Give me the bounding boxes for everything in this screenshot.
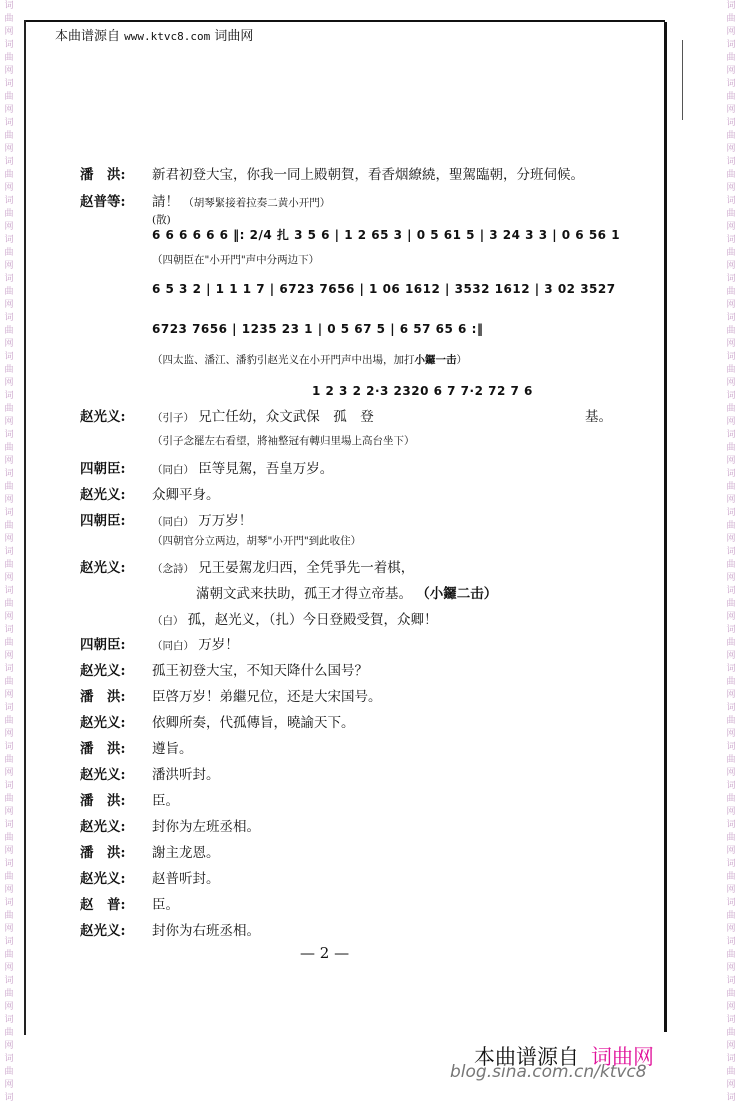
side-watermark-char: 词 — [4, 235, 14, 245]
side-watermark-char: 网 — [726, 807, 736, 817]
dialogue-text — [152, 633, 239, 653]
side-watermark-char: 词 — [4, 196, 14, 206]
side-watermark-char: 词 — [4, 508, 14, 518]
dialogue-text: 新君初登大宝，你我一同上殿朝賀，看香烟繚繞，聖駕臨朝，分班伺候。 — [152, 167, 584, 183]
side-watermark-char: 曲 — [4, 482, 14, 492]
side-watermark-char: 词 — [4, 40, 14, 50]
side-watermark-char: 网 — [4, 963, 14, 973]
stage-direction: （四朝臣在"小开門"声中分两边下） — [152, 254, 320, 266]
side-watermark-char: 网 — [726, 924, 736, 934]
side-watermark-char: 网 — [4, 1002, 14, 1012]
notation-line-3: 6723 7656 | 1235 23 1 | 0 5 67 5 | 6 57 65 6 :‖ — [152, 322, 484, 336]
side-watermark-char: 词 — [4, 625, 14, 635]
side-watermark-char: 曲 — [726, 326, 736, 336]
side-watermark-char: 曲 — [726, 911, 736, 921]
side-watermark-char: 词 — [4, 976, 14, 986]
dialogue-text: 孤王初登大宝，不知天降什么国号？ — [152, 663, 368, 679]
speaker-label: 赵光义: — [80, 767, 126, 783]
side-watermark-char: 网 — [726, 690, 736, 700]
side-watermark-char: 网 — [726, 963, 736, 973]
side-watermark-char: 网 — [4, 27, 14, 37]
side-watermark-char: 词 — [4, 1054, 14, 1064]
side-watermark-char: 曲 — [4, 638, 14, 648]
speaker-label: 潘 洪: — [80, 167, 126, 183]
side-watermark-char: 网 — [726, 573, 736, 583]
side-watermark-char: 曲 — [726, 833, 736, 843]
side-watermark-char: 曲 — [726, 170, 736, 180]
dialogue-text-main: 臣等見駕，吾皇万岁。 — [198, 461, 334, 477]
side-watermark-char: 网 — [726, 729, 736, 739]
percussion-cue: （小鑼二击） — [416, 586, 498, 602]
dialogue-text-main: 請！ — [152, 194, 179, 210]
side-watermark-char: 曲 — [726, 14, 736, 24]
side-watermark-char: 网 — [4, 222, 14, 232]
side-watermark-char: 网 — [726, 1041, 736, 1051]
side-watermark-char: 词 — [726, 40, 736, 50]
dialogue-text-main: 万万岁！ — [198, 513, 253, 529]
side-watermark-char: 网 — [4, 885, 14, 895]
footer-watermark — [474, 1041, 654, 1071]
side-watermark-char: 曲 — [726, 209, 736, 219]
delivery-tag: （引子） — [152, 412, 194, 424]
side-watermark-char: 词 — [4, 469, 14, 479]
side-watermark-char: 词 — [726, 937, 736, 947]
side-watermark-char: 网 — [4, 417, 14, 427]
side-watermark-char: 词 — [726, 781, 736, 791]
side-watermark-char: 网 — [726, 417, 736, 427]
side-watermark-char: 词 — [726, 586, 736, 596]
side-watermark-char: 词 — [726, 469, 736, 479]
side-watermark-char: 词 — [4, 274, 14, 284]
side-watermark-char: 曲 — [726, 560, 736, 570]
side-watermark-char: 网 — [4, 807, 14, 817]
side-watermark-char: 网 — [4, 690, 14, 700]
side-watermark-char: 网 — [4, 105, 14, 115]
dialogue-text: 遵旨。 — [152, 741, 193, 757]
side-watermark-char: 曲 — [4, 287, 14, 297]
side-watermark-char: 网 — [726, 651, 736, 661]
side-watermark-char: 词 — [726, 859, 736, 869]
dialogue-text — [152, 556, 414, 576]
side-watermark-char: 曲 — [726, 404, 736, 414]
speaker-label: 赵普等: — [80, 194, 126, 210]
side-watermark-char: 词 — [726, 1054, 736, 1064]
side-watermark-char: 网 — [4, 768, 14, 778]
dialogue-text — [152, 405, 374, 425]
speaker-label: 赵光义: — [80, 560, 126, 576]
side-watermark-char: 曲 — [726, 521, 736, 531]
side-watermark-char: 网 — [4, 339, 14, 349]
side-watermark-char: 词 — [726, 664, 736, 674]
side-watermark-char: 网 — [726, 1002, 736, 1012]
side-watermark-char: 词 — [726, 1, 736, 11]
dialogue-text: 臣。 — [152, 897, 179, 913]
side-watermark-char: 曲 — [726, 482, 736, 492]
dialogue-text-main: 兄王晏駕龙归西，全凭爭先一着棋， — [198, 560, 415, 576]
side-watermark-char: 网 — [726, 300, 736, 310]
dialogue-text: 依卿所奏，代孤傳旨，曉諭天下。 — [152, 715, 355, 731]
side-watermark-char: 曲 — [4, 911, 14, 921]
speaker-label: 潘 洪: — [80, 845, 126, 861]
side-watermark-char: 网 — [726, 222, 736, 232]
dialogue-text — [152, 608, 438, 628]
header-url[interactable]: www.ktvc8.com — [124, 30, 211, 43]
side-watermark-char: 曲 — [4, 599, 14, 609]
side-watermark-char: 词 — [4, 118, 14, 128]
side-watermark-char: 网 — [726, 1080, 736, 1090]
side-watermark-char: 曲 — [4, 92, 14, 102]
dialogue-text — [152, 190, 330, 210]
side-watermark-char: 词 — [4, 664, 14, 674]
side-watermark-char: 词 — [726, 625, 736, 635]
side-watermark-char: 曲 — [4, 443, 14, 453]
speaker-label: 赵光义: — [80, 409, 126, 425]
delivery-tag: （同白） — [152, 464, 194, 476]
delivery-tag: （同白） — [152, 640, 194, 652]
side-watermark-char: 曲 — [4, 560, 14, 570]
side-watermark-char: 词 — [4, 157, 14, 167]
stage-direction: （四朝官分立两边，胡琴"小开門"到此收住） — [152, 535, 362, 547]
side-watermark-char: 词 — [4, 430, 14, 440]
tempo-mark: (散) — [152, 214, 171, 226]
dialogue-text: 潘洪听封。 — [152, 767, 220, 783]
faded-watermark: blog.sina.com.cn/ktvc8 — [450, 1062, 647, 1082]
side-watermark-char: 词 — [4, 547, 14, 557]
dialogue-text — [152, 457, 333, 477]
delivery-tag: （念詩） — [152, 563, 194, 575]
dialogue-text-main: 孤，赵光义，（扎）今日登殿受賀，众卿！ — [187, 612, 438, 628]
side-watermark-char: 词 — [726, 508, 736, 518]
side-watermark-char: 词 — [726, 274, 736, 284]
side-watermark-char: 词 — [726, 157, 736, 167]
side-watermark-char: 词 — [4, 352, 14, 362]
side-watermark-char: 曲 — [726, 638, 736, 648]
side-watermark-char: 网 — [4, 729, 14, 739]
side-watermark-char: 网 — [726, 183, 736, 193]
side-watermark-char: 曲 — [726, 989, 736, 999]
side-watermark-char: 网 — [4, 846, 14, 856]
dialogue-text: 封你为左班丞相。 — [152, 819, 260, 835]
stage-direction-text: （四太监、潘江、潘豹引赵光义在小开門声中出場，加打 — [152, 354, 415, 366]
dialogue-text-main: 万岁！ — [198, 637, 239, 653]
side-watermark-char: 网 — [4, 651, 14, 661]
side-watermark-char: 曲 — [4, 131, 14, 141]
side-watermark-char: 网 — [726, 846, 736, 856]
side-watermark-char: 曲 — [4, 53, 14, 63]
side-watermark-char: 曲 — [4, 209, 14, 219]
dialogue-text-main: 兄亡任幼，众文武保 孤 登 — [198, 409, 374, 425]
speaker-label: 四朝臣: — [80, 461, 126, 477]
notation-line-1: 6 6 6 6 6 6 ‖: 2/4 扎 3 5 6 | 1 2 65 3 | 0 5 61 5 | 3 24 3 3 | 0 6 56 1 — [152, 228, 621, 242]
side-watermark-char: 曲 — [4, 404, 14, 414]
side-watermark-char: 网 — [4, 378, 14, 388]
side-watermark-char: 词 — [726, 352, 736, 362]
side-watermark-char: 网 — [726, 261, 736, 271]
delivery-tag: （同白） — [152, 516, 194, 528]
side-watermark-char: 词 — [726, 820, 736, 830]
side-watermark-char: 网 — [4, 573, 14, 583]
side-watermark-char: 曲 — [726, 1028, 736, 1038]
side-watermark-char: 网 — [726, 534, 736, 544]
side-watermark-char: 曲 — [4, 833, 14, 843]
side-watermark-char: 词 — [726, 235, 736, 245]
side-watermark-char: 词 — [726, 79, 736, 89]
side-watermark-char: 网 — [4, 495, 14, 505]
dialogue-text — [152, 509, 252, 529]
side-watermark-char: 曲 — [4, 716, 14, 726]
side-watermark-char: 词 — [726, 547, 736, 557]
side-watermark-char: 网 — [4, 300, 14, 310]
side-watermark-char: 网 — [726, 144, 736, 154]
side-watermark-char: 网 — [726, 378, 736, 388]
side-watermark-char: 网 — [4, 66, 14, 76]
side-watermark-char: 曲 — [4, 14, 14, 24]
side-watermark-char: 曲 — [726, 1067, 736, 1077]
side-watermark-char: 曲 — [4, 677, 14, 687]
speaker-label: 潘 洪: — [80, 741, 126, 757]
side-watermark-char: 曲 — [726, 677, 736, 687]
page-number: — 2 — — [300, 944, 350, 962]
side-watermark-char: 词 — [4, 1, 14, 11]
side-watermark-char: 词 — [4, 742, 14, 752]
side-watermark-char: 曲 — [726, 794, 736, 804]
side-watermark-char: 词 — [4, 820, 14, 830]
side-watermark-char: 曲 — [4, 326, 14, 336]
side-watermark-char: 词 — [726, 898, 736, 908]
side-watermark-char: 网 — [4, 924, 14, 934]
notation-line-2: 6 5 3 2 | 1 1 1 7 | 6723 7656 | 1 06 1612 | 3532 1612 | 3 02 3527 — [152, 282, 616, 296]
side-watermark-char: 词 — [4, 703, 14, 713]
side-watermark-char: 曲 — [4, 989, 14, 999]
notation-line-4: 1 2 3 2 2·3 2320 6 7 7·2 72 7 6 — [312, 384, 533, 398]
side-watermark-char: 词 — [4, 898, 14, 908]
side-watermark-char: 词 — [4, 586, 14, 596]
side-watermark-char: 曲 — [4, 950, 14, 960]
side-watermark-char: 网 — [4, 612, 14, 622]
dialogue-text: 封你为右班丞相。 — [152, 923, 260, 939]
side-watermark-char: 词 — [726, 1015, 736, 1025]
side-watermark-char: 词 — [726, 430, 736, 440]
delivery-tag: （白） — [152, 615, 184, 627]
speaker-label: 潘 洪: — [80, 793, 126, 809]
side-watermark-char: 曲 — [4, 365, 14, 375]
side-watermark-char: 曲 — [726, 872, 736, 882]
side-watermark-char: 词 — [726, 703, 736, 713]
side-watermark-char: 词 — [4, 937, 14, 947]
speaker-label: 潘 洪: — [80, 689, 126, 705]
side-watermark-char: 曲 — [726, 716, 736, 726]
speaker-label: 赵光义: — [80, 663, 126, 679]
side-watermark-char: 网 — [726, 105, 736, 115]
side-watermark-char: 网 — [4, 534, 14, 544]
side-watermark-char: 曲 — [4, 872, 14, 882]
side-watermark-char: 网 — [4, 456, 14, 466]
side-watermark-char: 曲 — [726, 287, 736, 297]
dialogue-text-tail: 基。 — [585, 409, 612, 425]
side-watermark-char: 网 — [726, 885, 736, 895]
side-watermark-char: 网 — [4, 261, 14, 271]
stage-direction: （胡琴緊接着拉奏二黄小开門） — [183, 197, 331, 209]
dialogue-text-main: 滿朝文武来扶助，孤王才得立帝基。 — [196, 586, 412, 602]
dialogue-text: 赵普听封。 — [152, 871, 220, 887]
side-watermark-char: 词 — [726, 196, 736, 206]
side-watermark-char: 曲 — [726, 248, 736, 258]
side-watermark-char: 词 — [726, 391, 736, 401]
side-watermark-char: 网 — [726, 27, 736, 37]
side-watermark-char: 网 — [4, 144, 14, 154]
side-watermark-char: 曲 — [726, 53, 736, 63]
speaker-label: 赵光义: — [80, 487, 126, 503]
side-watermark-char: 网 — [726, 66, 736, 76]
side-watermark-char: 曲 — [4, 170, 14, 180]
side-watermark-char: 词 — [726, 976, 736, 986]
dialogue-text: 臣。 — [152, 793, 179, 809]
side-watermark-char: 曲 — [726, 755, 736, 765]
dialogue-text — [196, 582, 497, 602]
side-watermark-char: 网 — [726, 612, 736, 622]
speaker-label: 赵光义: — [80, 923, 126, 939]
side-watermark-char: 词 — [726, 118, 736, 128]
side-watermark-char: 词 — [726, 742, 736, 752]
speaker-label: 赵光义: — [80, 715, 126, 731]
header-tag: 词曲网 — [214, 29, 254, 44]
side-watermark-char: 网 — [726, 339, 736, 349]
stage-direction: （引子念罷左右看望，將袖整冠有轉归里場上高台坐下） — [152, 435, 415, 447]
side-watermark-char: 网 — [4, 1080, 14, 1090]
dialogue-text: 众卿平身。 — [152, 487, 220, 503]
side-watermark-char: 曲 — [726, 131, 736, 141]
side-watermark-char: 词 — [726, 313, 736, 323]
side-watermark-char: 网 — [726, 495, 736, 505]
side-watermark-char: 网 — [726, 456, 736, 466]
side-watermark-char: 词 — [4, 391, 14, 401]
side-watermark-char: 网 — [4, 1041, 14, 1051]
percussion-cue: 小鑼一击 — [414, 354, 457, 366]
speaker-label: 赵光义: — [80, 871, 126, 887]
header-site-name: 本曲谱源自 — [55, 29, 121, 44]
speaker-label: 四朝臣: — [80, 513, 126, 529]
side-watermark-char: 曲 — [726, 950, 736, 960]
side-watermark-char: 曲 — [726, 92, 736, 102]
side-watermark-char: 曲 — [4, 755, 14, 765]
side-watermark-char: 曲 — [726, 365, 736, 375]
side-watermark-char: 词 — [726, 1093, 736, 1103]
footer-watermark-right: 词曲网 — [591, 1045, 654, 1069]
side-watermark-char: 网 — [726, 768, 736, 778]
side-watermark-char: 词 — [4, 79, 14, 89]
stage-direction — [152, 352, 467, 367]
side-watermark-char: 曲 — [4, 521, 14, 531]
footer-watermark-left: 本曲谱源自 — [474, 1045, 579, 1069]
side-watermark-char: 词 — [4, 313, 14, 323]
side-watermark-char: 曲 — [4, 1067, 14, 1077]
side-watermark-char: 词 — [4, 859, 14, 869]
side-watermark-char: 网 — [4, 183, 14, 193]
side-watermark-char: 词 — [4, 781, 14, 791]
stage-direction-end: ） — [456, 354, 467, 366]
side-watermark-char: 词 — [4, 1093, 14, 1103]
speaker-label: 赵光义: — [80, 819, 126, 835]
dialogue-text: 謝主龙恩。 — [152, 845, 220, 861]
side-watermark-char: 曲 — [726, 443, 736, 453]
speaker-label: 赵 普: — [80, 897, 126, 913]
speaker-label: 四朝臣: — [80, 637, 126, 653]
side-watermark-char: 曲 — [726, 599, 736, 609]
side-watermark-char: 曲 — [4, 248, 14, 258]
side-watermark-char: 曲 — [4, 1028, 14, 1038]
side-watermark-char: 词 — [4, 1015, 14, 1025]
dialogue-text: 臣啓万岁！弟繼兄位，还是大宋国号。 — [152, 689, 382, 705]
side-watermark-char: 曲 — [4, 794, 14, 804]
